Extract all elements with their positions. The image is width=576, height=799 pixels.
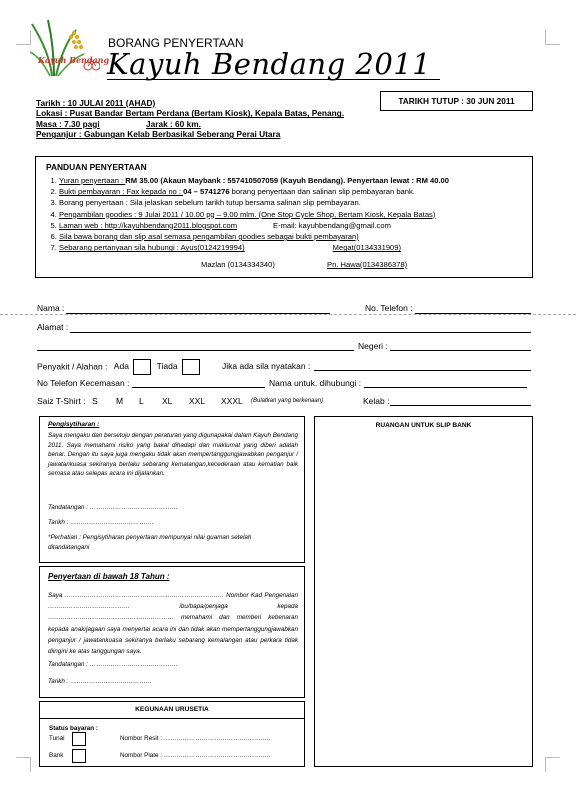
minor-title: Penyertaan di bawah 18 Tahun : [48,572,170,581]
event-logo [30,18,110,82]
declaration-note: *Perhatian : Pengisytiharan penyertaan mempunyai nilai guaman setelah ditandatangani [48,534,252,551]
contact-hawa: Pn. Hawa(0134386378) [327,260,408,269]
plate-number[interactable]: Nombor Plate : …………………………………………… [120,752,271,759]
declaration-body: Saya mengaku dan bersetuju dengan peraturan yang digunapakai dalam Kayuh Bendang 2011. Saya memahami risiko yang bakal dihadapi dan maklumat yang diberi adalah benar. Dengan itu saya juga mengaku tidak akan mempertanggungjawabkan penganjur / jawatankuasa sekiranya berlaku sebarang kemalangan,kecederaan atau kematian baik semasa atau selepas acara ini dijalankan. [48,432,298,477]
office-title: KEGUNAAN URUSETIA [40,702,304,719]
guide-item-website: 5. Laman web : http://kayuhbendang2011.blogspot.com E-mail: kayuhbendang@gmail.com [59,220,449,231]
closing-date: TARIKH TUTUP : 30 JUN 2011 [380,91,533,111]
event-time: Masa : 7.30 pagi [36,118,100,129]
event-info [36,98,344,140]
crop-mark [545,757,560,772]
rice-plant-icon [30,18,100,82]
emergency-phone-input[interactable] [132,387,265,388]
event-date: Tarikh : 10 JULAI 2011 (AHAD) [36,98,156,108]
receipt-number[interactable]: Nombor Resit : …………………………………………… [120,735,271,742]
guide-box [35,156,533,278]
crop-mark [16,30,31,45]
phone-label: No. Telefon : [365,303,413,313]
declaration-title: Pengisytiharan : [48,421,100,428]
title-underline [107,79,440,80]
specify-input[interactable] [314,370,531,371]
tshirt-label: Saiz T-Shirt : [37,396,86,406]
event-title: Kayuh Bendang 2011 [107,47,432,81]
declaration-box [39,416,305,563]
cash-label: Tunai [49,735,65,742]
club-input[interactable] [390,405,531,406]
logo-text: Kayuh Bendang [38,55,110,65]
declaration-signature[interactable]: Tandatangan : …………………………………… [48,504,178,511]
tiada-checkbox[interactable] [182,359,200,375]
guide-item-form: 3. Borang penyertaan : Sila jelaskan sebelum tarikh tutup bersama salinan slip pembayaran. [59,197,449,208]
circle-note: (Bulatkan yang berkenaan) [251,398,324,404]
event-location: Lokasi : Pusat Bandar Bertam Perdana (Bertam Kiosk), Kepala Batas, Penang. [36,108,345,119]
guide-item-proof: 2. Bukti pembayaran : Fax kepada no : 04 – 5741276 borang penyertaan dan salinan slip pembayaran bank. [59,186,449,197]
size-xxl[interactable]: XXL [189,396,206,406]
form-label: BORANG PENYERTAAN [108,36,244,50]
event-organizer: Penganjur : Gabungan Kelab Berbasikal Seberang Perai Utara [36,129,281,140]
illness-label: Penyakit / Alahan : Ada Tiada [37,359,200,375]
declaration-date[interactable]: Tarikh : …………………………………. [48,519,154,526]
size-l[interactable]: L [139,396,144,406]
cash-checkbox[interactable] [72,732,86,746]
size-m[interactable]: M [116,396,124,406]
contact-name-input[interactable] [364,387,527,388]
guide-title: PANDUAN PENYERTAAN [46,162,147,172]
phone-input[interactable] [415,313,531,314]
size-xxxl[interactable]: XXXL [221,396,243,406]
bank-slip-title: RUANGAN UNTUK SLIP BANK [375,422,472,429]
guide-list [46,175,449,253]
crop-mark [545,30,560,45]
state-label: Negeri : [358,341,388,351]
club-label: Kelab : [363,396,390,406]
address-input-line2[interactable] [37,350,354,351]
minor-body: Saya …………………………………………………………………. Nombor Kad Pengenalan ………………………………… ibu/bapa/penjaga kepada …………………………………………………… memahami dan memberi kebenaran kepada anak/jagaan saya menyertai acara ini dan tidak akan mempertanggungjawabkan penganjur / jawatankuasa sekiranya berlaku sebarang kemalangan atau perkara tidak diingini ke atas tanggungan saya. [48,592,298,656]
address-label: Alamat : [37,322,69,332]
bank-slip-box [314,416,533,767]
name-input[interactable] [66,313,330,314]
guide-item-fee: 1. Yuran penyertaan : RM 35.00 (Akaun Maybank : 557410507059 (Kayuh Bendang). Penyertaan lewat : RM 40.00 [59,175,449,186]
cut-line [0,314,576,315]
address-input[interactable] [70,332,531,333]
guide-item-goodies: 4. Pengambilan goodies : 9 Julai 2011 / 10.00 pg – 9.00 mlm. (One Stop Cycle Shop, Bertam Kiosk, Kepala Batas) [59,209,449,220]
name-label: Nama : [37,303,65,313]
office-box [39,701,305,767]
bank-label: Bank [49,752,64,759]
minor-date[interactable]: Tarikh : ………………………………… [48,678,153,685]
contact-name-label: Nama untuk. dihubungi : [269,378,362,388]
bank-checkbox[interactable] [72,749,86,763]
size-s[interactable]: S [92,396,98,406]
emergency-phone-label: No Telefon Kecemasan : [37,378,130,388]
size-xl[interactable]: XL [162,396,173,406]
ada-checkbox[interactable] [133,359,151,375]
state-input[interactable] [390,350,531,351]
event-distance: Jarak : 60 km. [146,118,201,129]
payment-status-label: Status bayaran : [49,725,98,732]
guide-item-contact: 7. Sebarang pertanyaan sila hubungi : Ayus(0124219994) Megat(0134331909) [59,242,449,253]
guide-item-bring: 6. Sila bawa borang dan slip asal semasa pengambilan goodies sebagai bukti pembayaran) [59,231,449,242]
crop-mark [16,757,31,772]
minor-box [39,566,305,698]
specify-label: Jika ada sila nyatakan : [222,361,311,371]
contact-mazlan: Mazlan (0134334340) [201,260,275,269]
minor-signature[interactable]: Tandatangan : …………………………………… [48,661,178,668]
